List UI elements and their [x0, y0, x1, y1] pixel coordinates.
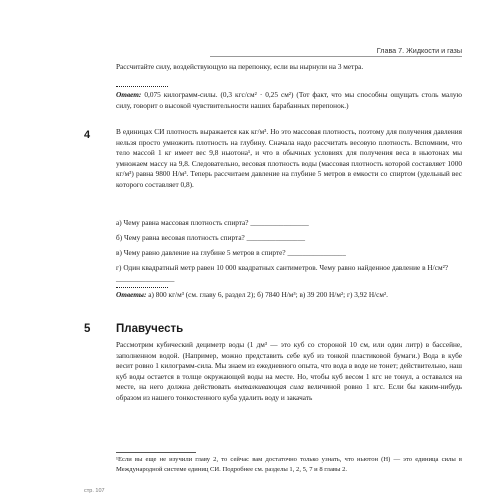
answer-divider	[116, 86, 168, 87]
question-letter: а)	[116, 218, 122, 227]
answer-block-1	[116, 90, 462, 111]
answer-text: а) 800 кг/м³ (см. главу 6, раздел 2); б) 7840 Н/м³; в) 39 200 Н/м²; г) 3,92 Н/см².	[146, 290, 388, 299]
running-header: Глава 7. Жидкости и газы	[376, 46, 462, 55]
italic-term: выталкивающая сила	[234, 382, 304, 392]
answer-label: Ответ:	[116, 90, 142, 99]
footnote-rule	[116, 452, 196, 453]
problem-number: 4	[84, 129, 91, 141]
question-text: Один квадратный метр равен 10 000 квадратных сантиметров. Чему равно найденное давление в Н/см²?	[123, 263, 448, 272]
question-letter: г)	[116, 263, 122, 272]
question-text: Чему равно давление на глубине 5 метров в спирте?	[123, 248, 286, 257]
answer-blank[interactable]: ________________	[246, 233, 305, 242]
page-number: стр. 107	[84, 488, 105, 494]
question-c	[116, 248, 462, 259]
intro-paragraph: Рассчитайте силу, воздействующую на перепонку, если вы нырнули на 3 метра.	[116, 62, 364, 71]
section-number: 5	[84, 323, 91, 335]
header-rule	[210, 56, 462, 57]
question-letter: в)	[116, 248, 122, 257]
question-letter: б)	[116, 233, 123, 242]
question-text: Чему равна массовая плотность спирта?	[123, 218, 249, 227]
section-body-text-continued: величиной ровно 1 кгс. Если бы каким-нибудь образом из нашего тонкостенного куба удалить воду и закачать	[116, 382, 462, 402]
answer-block-2	[116, 290, 462, 301]
section-body-text: Рассмотрим кубический дециметр воды (1 дм³ — это куб со стороной 10 см, или один литр) в бассейне, заполненном водой. (Например, можно представить себе куб из тонкой пластиковой бумаги.) Вода в кубе весит ровно 1 килограмм-сила. Мы знаем из ежедневного опыта, что вода в воде не тонет; действительно, наш куб воды остается в толще окружающей воды на месте. Но, чтобы куб весом 1 кгс не тонул, а оставался на месте, на него должна действовать	[116, 340, 462, 392]
footnote: ¹Если вы еще не изучили главу 2, то сейчас вам достаточно только узнать, что ньютон (Н) — это единица силы в Международной системе единиц СИ. Подробнее см. разделы 1, 2, 5, 7 и 8 главы 2.	[116, 456, 462, 473]
question-b	[116, 233, 462, 244]
answer-blank[interactable]: ________________	[287, 248, 346, 257]
section-body	[116, 340, 462, 404]
answer-blank[interactable]: ________________	[116, 273, 175, 283]
answer-blank[interactable]: ________________	[250, 218, 309, 227]
question-d	[116, 263, 448, 284]
answer-label: Ответы:	[116, 290, 147, 299]
problem-text: В единицах СИ плотность выражается как кг/м³. Но это массовая плотность, поэтому для получения давления нельзя просто умножить плотность на глубину. Сначала надо рассчитать весовую плотность. Вспомним, что тело массой 1 кг имеет вес 9,8 ньютона¹, и что в обычных условиях для получения веса в ньютонах мы умножаем массу на 9,8. Следовательно, весовая плотность воды (массовая плотность которой составляет 1000 кг/м³) равна 9800 Н/м³. Теперь рассчитаем давление на глубине 5 метров в емкости со спиртом (удельный вес которого составляет 0,8).	[116, 127, 462, 189]
question-a	[116, 218, 462, 229]
answer-divider	[116, 287, 168, 288]
answer-text: 0,075 килограмм-силы. (0,3 кгс/см² · 0,25 см²) (Тот факт, что мы способны ощущать столь малую силу, говорит о высокой чувствительности наших барабанных перепонок.)	[116, 90, 462, 110]
section-title: Плавучесть	[116, 323, 184, 335]
question-text: Чему равна весовая плотность спирта?	[123, 233, 245, 242]
